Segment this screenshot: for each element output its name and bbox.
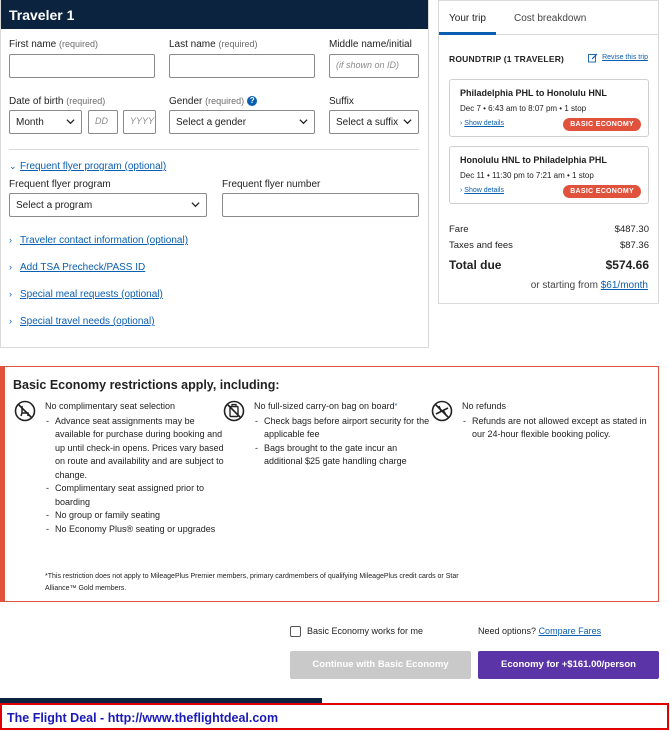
flight-times: Dec 11 • 11:30 pm to 7:21 am • 1 stop [460, 171, 594, 180]
financing-label: or starting from [530, 280, 598, 291]
refund-restriction-head: No refunds [462, 401, 507, 411]
ff-number-input[interactable] [222, 193, 419, 217]
ff-program-value: Select a program [16, 200, 93, 211]
question-icon[interactable]: ? [247, 96, 257, 106]
need-options-label: Need options? [478, 626, 537, 636]
watermark-banner [0, 703, 669, 730]
tab-your-trip[interactable]: Your trip [449, 13, 486, 24]
traveler-form-panel [0, 0, 429, 348]
edit-icon[interactable] [588, 53, 598, 63]
ff-program-select[interactable] [9, 193, 207, 217]
compare-fares-link[interactable]: Compare Fares [538, 626, 602, 636]
taxes-amount: $87.36 [619, 240, 649, 251]
chevron-down-icon [299, 117, 308, 126]
chevron-right-icon: › [9, 316, 12, 326]
chevron-right-icon: › [9, 262, 12, 272]
trip-tabs [439, 1, 658, 35]
gender-select[interactable] [169, 110, 315, 134]
dob-day-input[interactable]: DD [88, 110, 118, 134]
last-name-label: Last name (required) [169, 39, 258, 50]
traveler-contact-link-label: Traveler contact information (optional) [20, 235, 189, 246]
basic-economy-checkbox-label[interactable]: Basic Economy works for me [307, 626, 424, 636]
dob-month-value: Month [16, 117, 44, 128]
fare-class-badge: BASIC ECONOMY [563, 185, 641, 198]
watermark-text: The Flight Deal - http://www.theflightdeal.com [7, 711, 279, 725]
taxes-label: Taxes and fees [449, 240, 513, 251]
restriction-footnote: *This restriction does not apply to MileagePlus Premier members, primary cardmembers of qualifying MileagePlus credit cards or Star Alliance™ Gold members. [45, 573, 459, 592]
divider [9, 149, 419, 150]
fare-row [449, 224, 649, 235]
restriction-item: - Bags brought to the gate incur an additional $25 gate handling charge [254, 442, 434, 469]
chevron-down-icon: ⌄ [9, 161, 17, 171]
basic-economy-restrictions [0, 366, 659, 602]
restriction-item: - No Economy Plus® seating or upgrades [45, 523, 227, 537]
taxes-row [449, 240, 649, 251]
total-label: Total due [449, 258, 502, 272]
suffix-value: Select a suffix [336, 117, 399, 128]
fare-amount: $487.30 [614, 224, 649, 235]
need-options [478, 626, 601, 636]
gender-value: Select a gender [176, 117, 247, 128]
show-details-link[interactable] [460, 120, 504, 127]
tab-cost-breakdown[interactable]: Cost breakdown [514, 13, 587, 24]
refund-restriction [462, 400, 647, 442]
tsa-precheck-link[interactable] [9, 262, 145, 273]
traveler-title: Traveler 1 [1, 0, 428, 29]
flight-times: Dec 7 • 6:43 am to 8:07 pm • 1 stop [460, 104, 587, 113]
no-carry-on-icon [223, 400, 245, 422]
special-meal-link[interactable] [9, 289, 163, 300]
flight-card-return [449, 146, 649, 204]
bag-restriction-head: No full-sized carry-on bag on board* [254, 401, 398, 411]
seat-restriction [45, 400, 227, 536]
continue-basic-economy-button[interactable]: Continue with Basic Economy [290, 651, 471, 679]
roundtrip-heading: ROUNDTRIP (1 TRAVELER) [449, 54, 565, 64]
monthly-payment-link[interactable]: $61/month [600, 280, 648, 291]
chevron-down-icon [403, 117, 412, 126]
middle-name-input[interactable]: (if shown on ID) [329, 54, 419, 78]
first-name-label: First name (required) [9, 39, 99, 50]
suffix-label: Suffix [329, 96, 354, 107]
middle-name-label: Middle name/initial [329, 39, 412, 50]
show-details-label: Show details [464, 187, 504, 194]
no-seat-icon [14, 400, 36, 422]
fare-class-badge: BASIC ECONOMY [563, 118, 641, 131]
total-row [449, 258, 649, 272]
special-travel-needs-link-label: Special travel needs (optional) [20, 316, 155, 327]
total-amount: $574.66 [605, 258, 649, 272]
chevron-down-icon [66, 117, 75, 126]
basic-economy-checkbox[interactable] [290, 626, 301, 637]
no-refund-plane-icon [431, 400, 453, 422]
chevron-right-icon: › [9, 289, 12, 299]
restriction-item: - Refunds are not allowed except as stated in our 24-hour flexible booking policy. [462, 415, 647, 442]
flight-route: Philadelphia PHL to Honolulu HNL [460, 88, 607, 98]
active-tab-indicator [439, 32, 496, 35]
bag-restriction [254, 400, 434, 469]
chevron-right-icon: › [460, 120, 465, 127]
frequent-flyer-toggle[interactable] [9, 161, 166, 172]
financing-text [531, 280, 648, 291]
ff-number-label: Frequent flyer number [222, 179, 321, 190]
chevron-down-icon [191, 200, 200, 209]
ff-program-label: Frequent flyer program [9, 179, 111, 190]
restriction-item: - Complimentary seat assigned prior to boarding [45, 482, 227, 509]
dob-year-input[interactable]: YYYY [123, 110, 156, 134]
show-details-label: Show details [464, 120, 504, 127]
revise-trip-link[interactable]: Revise this trip [602, 54, 648, 61]
flight-card-outbound [449, 79, 649, 137]
dob-month-select[interactable] [9, 110, 82, 134]
restriction-item: - No group or family seating [45, 509, 227, 523]
restrictions-title: Basic Economy restrictions apply, including: [13, 378, 280, 392]
seat-restriction-head: No complimentary seat selection [45, 401, 176, 411]
suffix-select[interactable] [329, 110, 419, 134]
chevron-right-icon: › [9, 235, 12, 245]
restriction-item: - Advance seat assignments may be available for purchase during booking and up until check-in opens. Prices vary based on route and availability and are subject to change. [45, 415, 227, 483]
trip-summary-panel [438, 0, 659, 304]
gender-label: Gender (required) ? [169, 96, 257, 107]
first-name-input[interactable] [9, 54, 155, 78]
special-travel-needs-link[interactable] [9, 316, 155, 327]
bag-restriction-head-text: No full-sized carry-on bag on board [254, 401, 395, 411]
economy-upgrade-button[interactable]: Economy for +$161.00/person [478, 651, 659, 679]
show-details-link[interactable] [460, 187, 504, 194]
flight-route: Honolulu HNL to Philadelphia PHL [460, 155, 607, 165]
fare-label: Fare [449, 224, 469, 235]
tsa-precheck-link-label: Add TSA Precheck/PASS ID [20, 262, 146, 273]
frequent-flyer-toggle-label: Frequent flyer program (optional) [20, 161, 167, 172]
traveler-contact-link[interactable] [9, 235, 188, 246]
chevron-right-icon: › [460, 187, 465, 194]
dob-label: Date of birth (required) [9, 96, 106, 107]
special-meal-link-label: Special meal requests (optional) [20, 289, 163, 300]
last-name-input[interactable] [169, 54, 315, 78]
restriction-item: - Check bags before airport security for the applicable fee [254, 415, 434, 442]
